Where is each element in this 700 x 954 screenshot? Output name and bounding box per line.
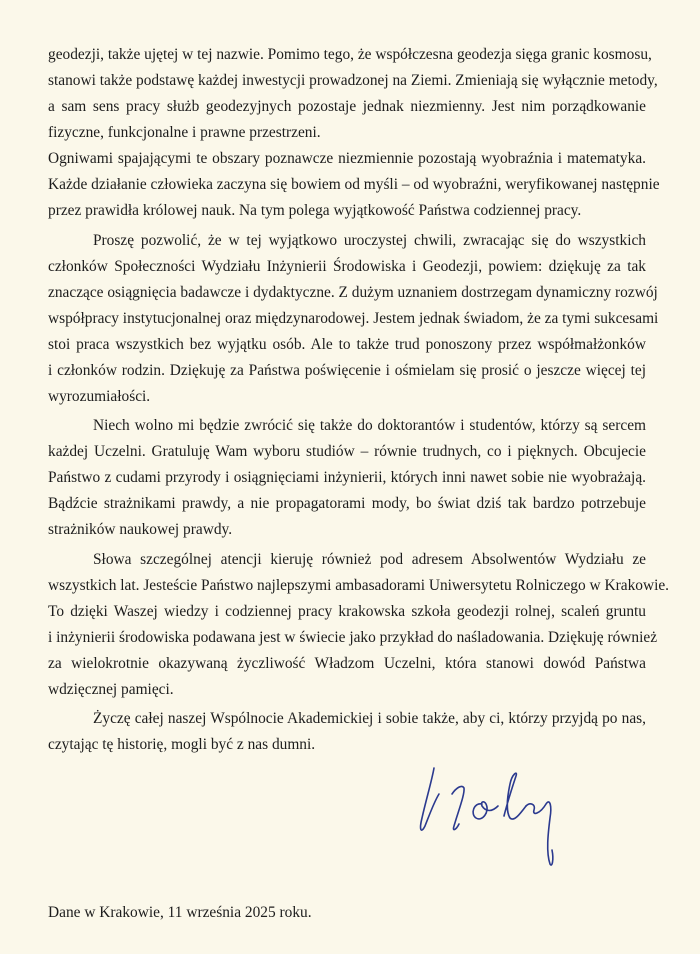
text-line: Niech wolno mi będzie zwrócić się także do doktorantów i studentów, którzy są sercem xyxy=(93,417,646,434)
text-line: a sam sens pracy służb geodezyjnych pozostaje jednak niezmienny. Jest nim porządkowanie xyxy=(48,98,646,115)
text-line: Państwo z cudami przyrody i osiągnięciami inżynierii, których inni nawet sobie nie wyobrażają. xyxy=(48,469,646,486)
text-line: przez prawidła królowej nauk. Na tym polega wyjątkowość Państwa codziennej pracy. xyxy=(48,202,582,219)
text-line: za wielokrotnie okazywaną życzliwość Władzom Uczelni, która stanowi dowód Państwa xyxy=(48,655,646,672)
text-line: fizyczne, funkcjonalne i prawne przestrzeni. xyxy=(48,124,321,141)
text-line: stoi praca wszystkich bez wyjątku osób. Ale to także trud ponoszony przez współmałżonków xyxy=(48,336,646,353)
text-line: To dzięki Waszej wiedzy i codziennej pracy krakowska szkoła geodezji rolnej, scaleń gruntu xyxy=(48,603,646,620)
signature xyxy=(412,760,602,870)
signature-stroke xyxy=(504,773,526,819)
text-line: wszystkich lat. Jesteście Państwo najlepszymi ambasadorami Uniwersytetu Rolniczego w Krakowie. xyxy=(48,577,670,594)
text-line: każdej Uczelni. Gratuluję Wam wyboru studiów – równie trudnych, co i pięknych. Obcujecie xyxy=(48,443,646,460)
signature-stroke xyxy=(421,768,439,830)
text-line: Bądźcie strażnikami prawdy, a nie propagatorami mody, bo świat dziś tak bardzo potrzebuje xyxy=(48,495,646,512)
text-line: Życzę całej naszej Wspólnocie Akademickiej i sobie także, aby ci, którzy przyjdą po nas, xyxy=(93,710,646,727)
text-line: wdzięcznej pamięci. xyxy=(48,681,174,698)
text-line: strażników naukowej prawdy. xyxy=(48,521,233,538)
signature-stroke xyxy=(452,786,464,829)
signature-drawing xyxy=(412,760,602,870)
text-line: znaczące osiągnięcia badawcze i dydaktyczne. Z dużym uznaniem dostrzegam dynamiczny rozwój xyxy=(48,284,658,301)
text-line: członków Społeczności Wydziału Inżynierii Środowiska i Geodezji, powiem: dziękuję za tak xyxy=(48,258,646,275)
text-line: i inżynierii środowiska podawana jest w świecie jako przykład do naśladowania. Dziękuję również xyxy=(48,629,658,646)
text-line: i członków rodzin. Dziękuję za Państwa poświęcenie i ośmielam się prosić o jeszcze więcej tej xyxy=(48,362,646,379)
text-line: Proszę pozwolić, że w tej wyjątkowo uroczystej chwili, zwracając się do wszystkich xyxy=(93,232,646,249)
text-line: stanowi także podstawę każdej inwestycji prowadzonej na Ziemi. Zmieniają się wyłącznie metody, xyxy=(48,72,658,89)
place-date: Dane w Krakowie, 11 września 2025 roku. xyxy=(48,904,312,921)
text-line: wyrozumiałości. xyxy=(48,388,151,405)
text-line: Ogniwami spajającymi te obszary poznawcze niezmiennie pozostają wyobraźnia i matematyka. xyxy=(48,150,646,167)
text-line: Słowa szczególnej atencji kieruję również pod adresem Absolwentów Wydziału ze xyxy=(93,551,646,568)
text-line: Każde działanie człowieka zaczyna się bowiem od myśli – od wyobraźni, weryfikowanej następnie xyxy=(48,176,660,193)
signature-stroke xyxy=(473,802,498,819)
signature-stroke xyxy=(526,802,553,865)
text-line: geodezji, także ujętej w tej nazwie. Pomimo tego, że współczesna geodezja sięga granic kosmosu, xyxy=(48,46,652,63)
text-line: czytając tę historię, mogli być z nas dumni. xyxy=(48,736,316,753)
text-line: współpracy instytucjonalnej oraz międzynarodowej. Jestem jednak świadom, że za tymi sukcesami xyxy=(48,310,659,327)
